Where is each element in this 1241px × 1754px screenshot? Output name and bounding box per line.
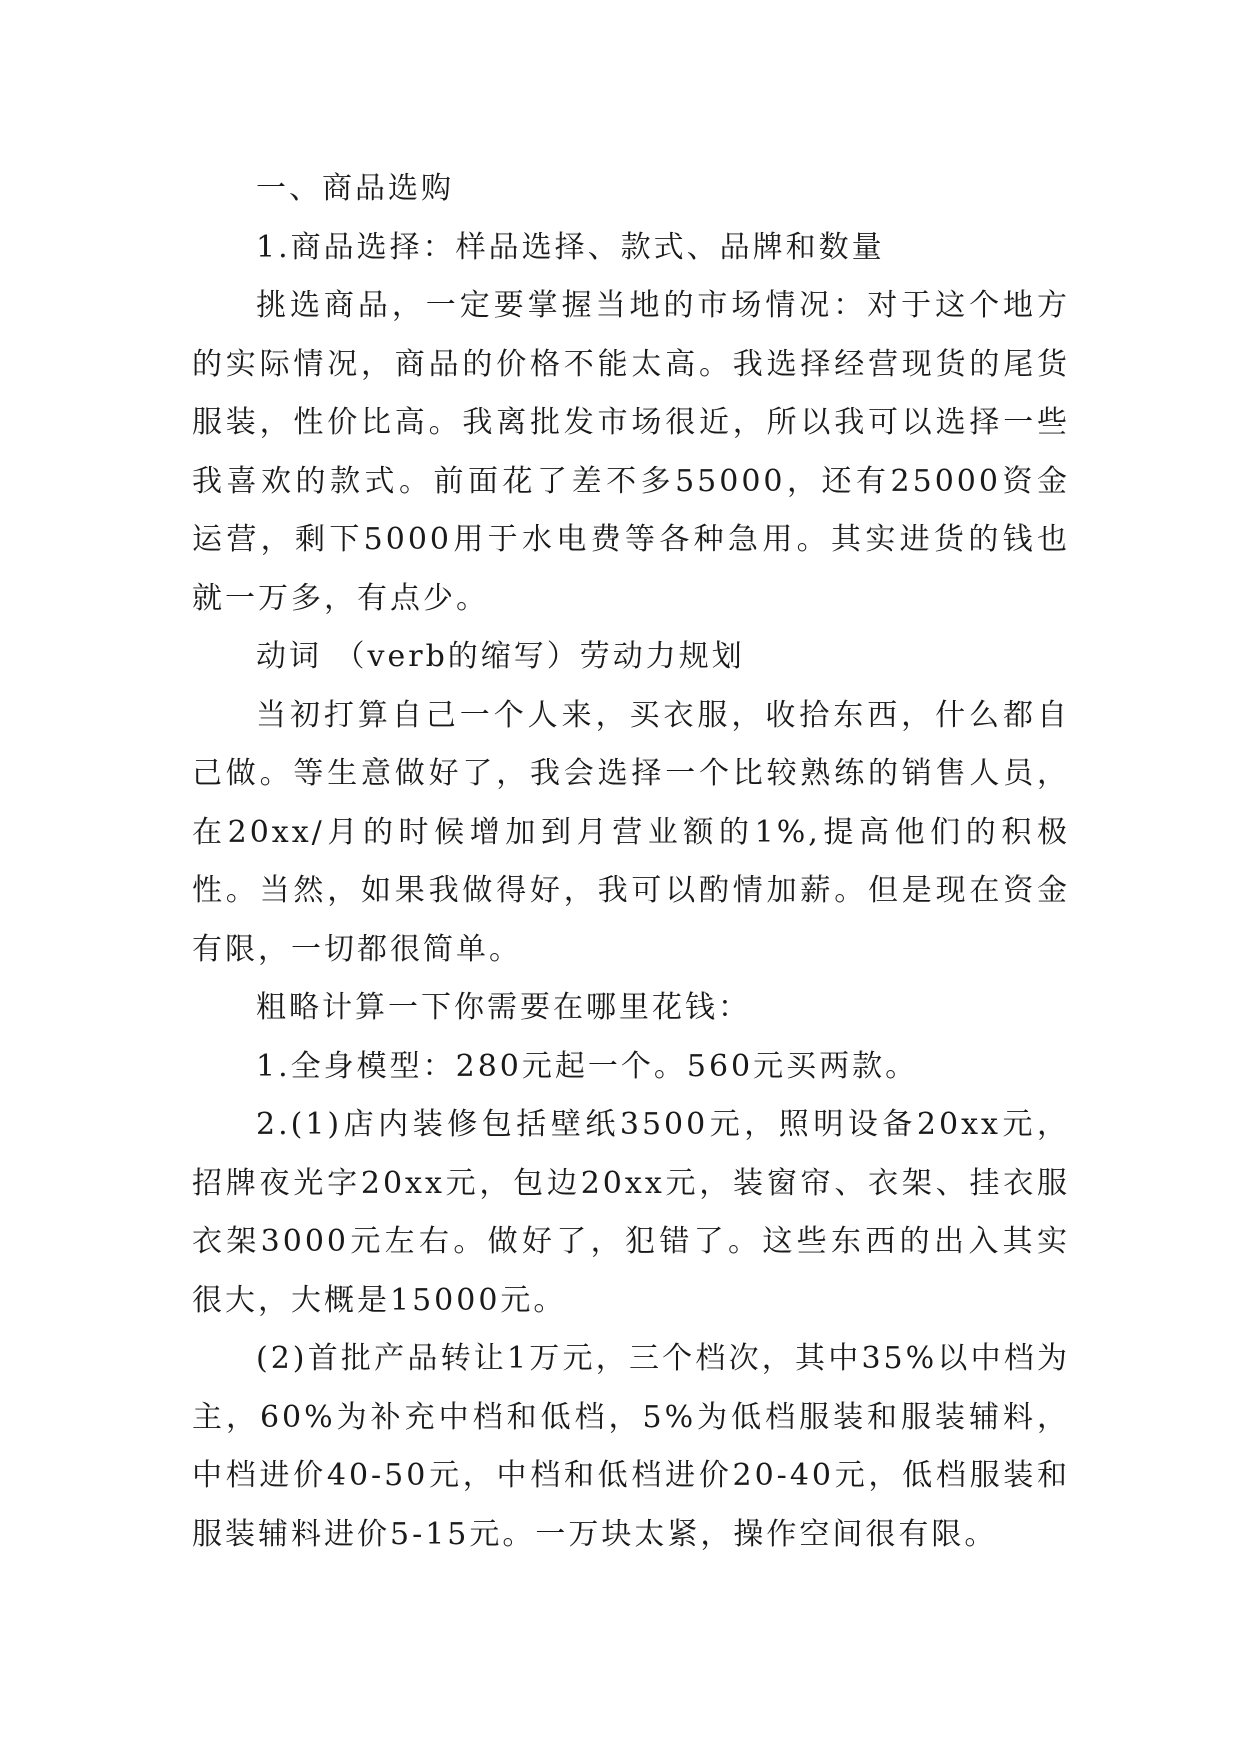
section-heading-labor-planning: 动词 （verb的缩写）劳动力规划 xyxy=(256,639,745,674)
list-item-decoration-costs: 2.(1)店内装修包括壁纸3500元，照明设备20xx元，招牌夜光字20xx元，包边20xx元，装窗帘、衣架、挂衣服衣架3000元左右。做好了，犯错了。这些东西的出入其实很大，大概是15000元。 xyxy=(192,1107,1070,1318)
document-body xyxy=(192,160,1070,1564)
list-item-mannequins: 1.全身模型：280元起一个。560元买两款。 xyxy=(256,1048,919,1084)
paragraph-market-situation: 挑选商品，一定要掌握当地的市场情况：对于这个地方的实际情况，商品的价格不能太高。我选择经营现货的尾货服装，性价比高。我离批发市场很近，所以我可以选择一些我喜欢的款式。前面花了差不多55000，还有25000资金运营，剩下5000用于水电费等各种急用。其实进货的钱也就一万多，有点少。 xyxy=(192,288,1070,616)
paragraph-spending-intro: 粗略计算一下你需要在哪里花钱： xyxy=(256,990,751,1025)
paragraph-staffing-plan: 当初打算自己一个人来，买衣服，收拾东西，什么都自己做。等生意做好了，我会选择一个比较熟练的销售人员，在20xx/月的时候增加到月营业额的1%,提高他们的积极性。当然，如果我做得好，我可以酌情加薪。但是现在资金有限，一切都很简单。 xyxy=(192,697,1070,967)
section-heading-product-purchase: 一、商品选购 xyxy=(256,171,454,206)
subheading-product-selection: 1.商品选择：样品选择、款式、品牌和数量 xyxy=(256,229,885,265)
list-item-first-batch-products: (2)首批产品转让1万元，三个档次，其中35%以中档为主，60%为补充中档和低档，5%为低档服装和服装辅料，中档进价40-50元，中档和低档进价20-40元，低档服装和服装辅料进价5-15元。一万块太紧，操作空间很有限。 xyxy=(192,1341,1070,1552)
